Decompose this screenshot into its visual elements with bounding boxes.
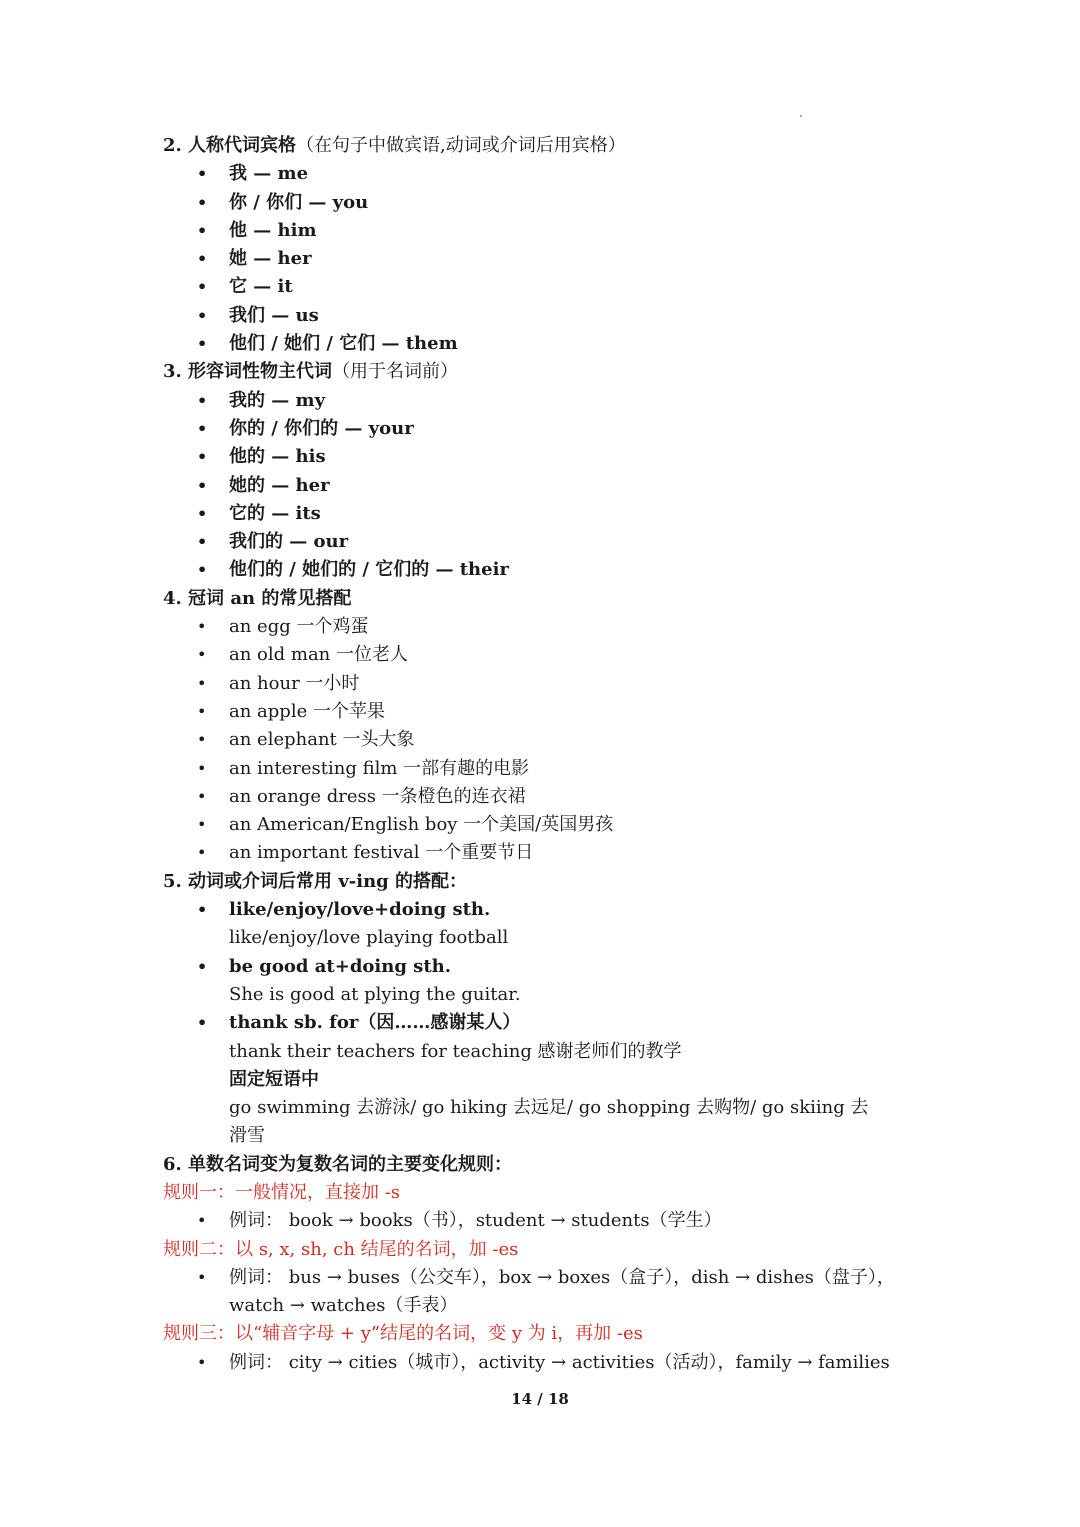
list-item: • an American/English boy 一个美国/英国男孩 [163, 811, 923, 839]
document-page [163, 132, 923, 1377]
scan-speck [800, 115, 802, 117]
section-heading: 6. 单数名词变为复数名词的主要变化规则： [163, 1153, 513, 1175]
subheading: 固定短语中 [229, 1068, 319, 1090]
page-number: 14 / 18 [511, 1390, 569, 1408]
list-item: • 你 / 你们 — you [163, 189, 923, 217]
rule-heading: 规则二：以 s, x, sh, ch 结尾的名词，加 -es [163, 1238, 519, 1260]
list-item: • 他们的 / 她们的 / 它们的 — their [163, 556, 923, 584]
example-line: watch → watches（手表） [229, 1295, 458, 1317]
list-item: • an elephant 一头大象 [163, 726, 923, 754]
section-heading: 2. 人称代词宾格（在句子中做宾语,动词或介词后用宾格） [163, 135, 626, 156]
list-item: • 他的 — his [163, 443, 923, 471]
list-item: • an important festival 一个重要节日 [163, 839, 923, 867]
list-item: • an interesting film 一部有趣的电影 [163, 755, 923, 783]
list-item: • be good at+doing sth. [163, 953, 923, 981]
example-line: 滑雪 [229, 1125, 265, 1147]
list-item: • 她的 — her [163, 472, 923, 500]
list-item: • 我们的 — our [163, 528, 923, 556]
list-item: • 他 — him [163, 217, 923, 245]
section-heading: 4. 冠词 an 的常见搭配 [163, 587, 352, 609]
list-item: • thank sb. for（因……感谢某人） [163, 1009, 923, 1037]
example-line: like/enjoy/love playing football [229, 927, 509, 949]
list-item: • 你的 / 你们的 — your [163, 415, 923, 443]
list-item: • 我 — me [163, 160, 923, 188]
rule-heading: 规则一：一般情况，直接加 -s [163, 1181, 401, 1203]
list-item: • 她 — her [163, 245, 923, 273]
list-item: • an egg 一个鸡蛋 [163, 613, 923, 641]
list-item: • an apple 一个苹果 [163, 698, 923, 726]
list-item: • 他们 / 她们 / 它们 — them [163, 330, 923, 358]
example-line: • 例词： bus → buses（公交车），box → boxes（盒子），dish → dishes（盘子）， [163, 1264, 923, 1292]
list-item: • an old man 一位老人 [163, 641, 923, 669]
example-line: • 例词： city → cities（城市），activity → activities（活动），family → families [163, 1349, 923, 1377]
list-item: • an orange dress 一条橙色的连衣裙 [163, 783, 923, 811]
list-item: • like/enjoy/love+doing sth. [163, 896, 923, 924]
list-item: • 我们 — us [163, 302, 923, 330]
list-item: • 它的 — its [163, 500, 923, 528]
list-item: • 它 — it [163, 273, 923, 301]
section-heading: 5. 动词或介词后常用 v-ing 的搭配： [163, 870, 468, 892]
example-line: thank their teachers for teaching 感谢老师们的教学 [229, 1040, 682, 1062]
list-item: • an hour 一小时 [163, 670, 923, 698]
example-line: • 例词： book → books（书），student → students（学生） [163, 1207, 923, 1235]
rule-heading: 规则三：以“辅音字母 + y”结尾的名词，变 y 为 i，再加 -es [163, 1323, 643, 1345]
list-item: • 我的 — my [163, 387, 923, 415]
section-heading: 3. 形容词性物主代词（用于名词前） [163, 361, 459, 383]
example-line: She is good at plying the guitar. [229, 983, 521, 1005]
example-line: go swimming 去游泳/ go hiking 去远足/ go shopping 去购物/ go skiing 去 [229, 1097, 869, 1119]
